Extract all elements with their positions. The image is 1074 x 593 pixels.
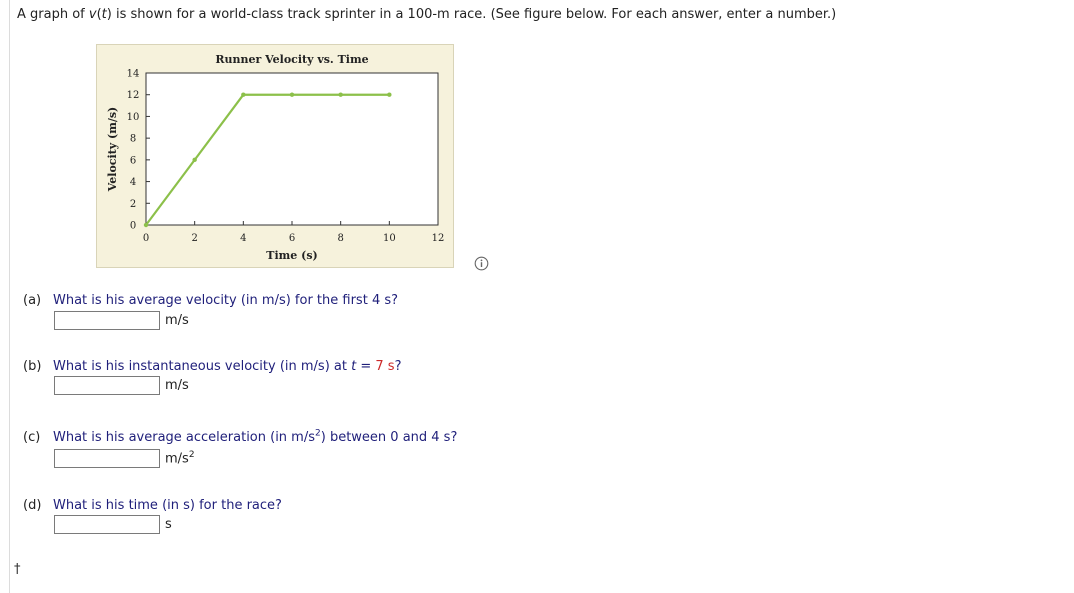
question-b-text-before: What is his instantaneous velocity (in m/s) at — [53, 359, 352, 374]
x-tick-label: 10 — [382, 233, 396, 244]
y-tick-label: 2 — [129, 198, 137, 210]
left-border — [9, 0, 10, 593]
y-tick-label: 4 — [129, 177, 137, 189]
answer-d-input[interactable] — [54, 515, 160, 534]
velocity-time-chart — [97, 45, 455, 269]
footnote-dagger: † — [14, 562, 21, 577]
question-c-text — [53, 430, 457, 445]
data-point — [144, 223, 148, 227]
question-c — [23, 429, 457, 445]
intro-var-t: t — [101, 7, 107, 22]
question-c-superscript: 2 — [315, 429, 321, 439]
intro-text-1: A graph of — [17, 7, 89, 22]
data-point — [290, 93, 294, 97]
question-b-t-var: t — [351, 359, 357, 374]
answer-c-unit-base: m/s — [165, 451, 189, 467]
question-a — [23, 293, 398, 308]
answer-c-unit — [165, 450, 195, 466]
question-b-equals: = — [356, 359, 376, 374]
y-tick-label: 6 — [129, 155, 137, 167]
answer-d-unit: s — [165, 517, 172, 532]
y-axis-label: Velocity (m/s) — [106, 106, 119, 192]
question-b — [23, 359, 401, 374]
x-tick-label: 6 — [288, 233, 296, 244]
answer-c-unit-sup: 2 — [188, 450, 195, 461]
answer-c-input[interactable] — [54, 449, 160, 468]
data-point — [387, 93, 391, 97]
question-d-text: What is his time (in s) for the race? — [53, 498, 282, 513]
x-tick-label: 4 — [240, 233, 247, 244]
question-c-letter: (c) — [23, 430, 41, 446]
y-tick-label: 8 — [129, 133, 137, 145]
answer-a-unit: m/s — [165, 313, 189, 328]
intro-text-2: ( — [96, 7, 102, 22]
question-c-text-after: ) between 0 and 4 s? — [320, 430, 458, 446]
info-circle-icon[interactable] — [474, 256, 489, 271]
x-tick-label: 0 — [142, 233, 150, 244]
answer-a-row — [54, 310, 189, 331]
question-b-text — [53, 359, 401, 374]
x-axis-label: Time (s) — [266, 249, 318, 262]
question-b-letter: (b) — [23, 359, 42, 374]
answer-b-row — [54, 375, 189, 396]
y-tick-label: 10 — [126, 111, 140, 123]
problem-statement — [17, 7, 836, 22]
intro-text-3: ) is shown for a world-class track sprinter in a 100-m race. (See figure below. For each answer, enter a number.) — [106, 7, 837, 22]
y-tick-label: 0 — [129, 220, 137, 232]
velocity-time-figure — [96, 44, 454, 268]
question-b-time-value: 7 s — [375, 359, 395, 374]
answer-b-unit: m/s — [165, 378, 189, 393]
intro-var-v: v — [88, 7, 97, 22]
data-point — [338, 93, 342, 97]
answer-b-input[interactable] — [54, 376, 160, 395]
data-point — [192, 158, 196, 162]
x-tick-label: 2 — [191, 233, 198, 244]
question-a-text: What is his average velocity (in m/s) for the first 4 s? — [53, 293, 399, 308]
question-b-text-after: ? — [394, 359, 402, 374]
data-point — [241, 93, 245, 97]
answer-a-input[interactable] — [54, 311, 160, 330]
x-tick-label: 8 — [337, 233, 344, 244]
y-tick-label: 12 — [126, 90, 140, 102]
question-a-letter: (a) — [23, 293, 42, 308]
question-d — [23, 498, 282, 513]
question-c-text-before: What is his average acceleration (in m/s — [53, 430, 315, 446]
question-d-letter: (d) — [23, 498, 42, 513]
x-tick-label: 12 — [431, 233, 445, 244]
answer-c-row — [54, 448, 195, 469]
y-tick-label: 14 — [126, 68, 140, 80]
chart-title: Runner Velocity vs. Time — [215, 53, 369, 66]
answer-d-row — [54, 514, 172, 535]
